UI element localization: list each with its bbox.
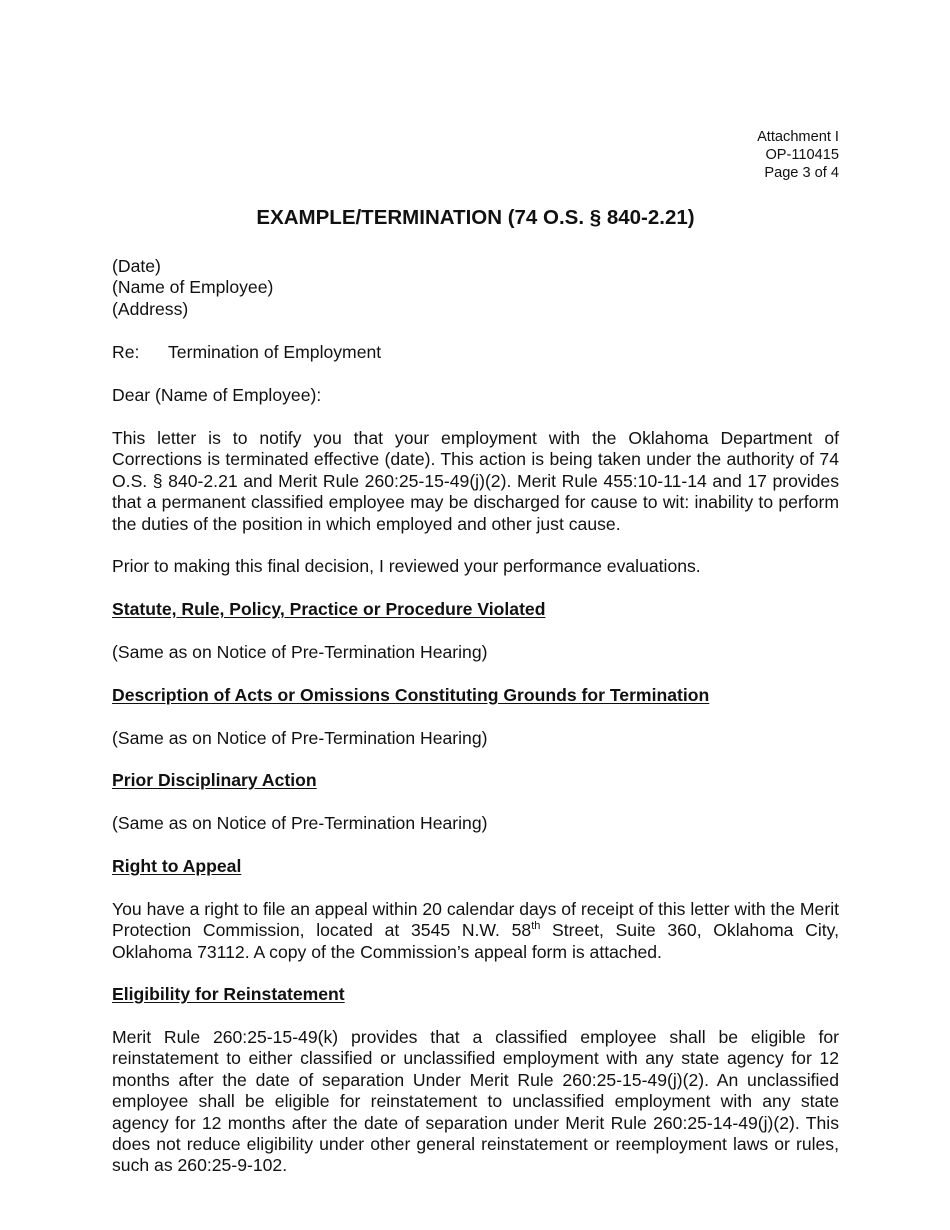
- section-heading-prior-discipline: Prior Disciplinary Action: [112, 770, 317, 790]
- section-body-description: (Same as on Notice of Pre-Termination Hearing): [112, 728, 488, 748]
- re-label: Re:: [112, 342, 140, 362]
- attachment-label: Attachment I: [757, 129, 839, 145]
- address-block: [112, 256, 839, 320]
- section-heading-reinstatement: Eligibility for Reinstatement: [112, 984, 345, 1004]
- section-heading-appeal: Right to Appeal: [112, 856, 242, 876]
- employee-name-placeholder: (Name of Employee): [112, 277, 274, 298]
- intro-paragraph: This letter is to notify you that your employment with the Oklahoma Department of Corrections is terminated effective (date). This action is being taken under the authority of 74 O.S. § 840-2.21 and Merit Rule 260:25-15-49(j)(2). Merit Rule 455:10-11-14 and 17 provides that a permanent classified employee may be discharged for cause to wit: inability to perform the duties of the position in which employed and other just cause.: [112, 428, 839, 534]
- section-heading-statute: Statute, Rule, Policy, Practice or Procedure Violated: [112, 599, 546, 619]
- date-placeholder: (Date): [112, 256, 161, 276]
- reinstatement-paragraph: Merit Rule 260:25-15-49(k) provides that a classified employee shall be eligible for reinstatement to either classified or unclassified employment with any state agency for 12 months after the date of separation Under Merit Rule 260:25-15-49(j)(2). An unclassified employee shall be eligible for reinstatement to unclassified employment with any state agency for 12 months after the date of separation under Merit Rule 260:25-14-49(j)(2). This does not reduce eligibility under other general reinstatement or reemployment laws or rules, such as 260:25-9-102.: [112, 1027, 839, 1176]
- prior-review-paragraph: Prior to making this final decision, I reviewed your performance evaluations.: [112, 556, 701, 576]
- op-number: OP-110415: [765, 147, 839, 163]
- re-line: [112, 342, 839, 363]
- appeal-paragraph: [112, 899, 839, 963]
- re-subject: Termination of Employment: [168, 342, 382, 362]
- address-placeholder: (Address): [112, 298, 189, 319]
- document-header: [757, 128, 839, 182]
- section-body-prior-discipline: (Same as on Notice of Pre-Termination Hearing): [112, 813, 488, 833]
- section-heading-description: Description of Acts or Omissions Constituting Grounds for Termination: [112, 685, 710, 705]
- appeal-text-start: You have a right to file an appeal within 20 calendar days of receipt of this letter with the Merit Protection Commission, located at 3545 N.W. 58: [112, 899, 839, 941]
- salutation: Dear (Name of Employee):: [112, 385, 322, 405]
- appeal-text-end: Street, Suite 360, Oklahoma City, Oklahoma 73112. A copy of the Commission’s appeal form is attached.: [112, 920, 839, 962]
- section-body-statute: (Same as on Notice of Pre-Termination Hearing): [112, 642, 488, 662]
- document-title: EXAMPLE/TERMINATION (74 O.S. § 840-2.21): [256, 206, 695, 229]
- ordinal-suffix: th: [531, 920, 541, 933]
- page-number: Page 3 of 4: [764, 165, 839, 181]
